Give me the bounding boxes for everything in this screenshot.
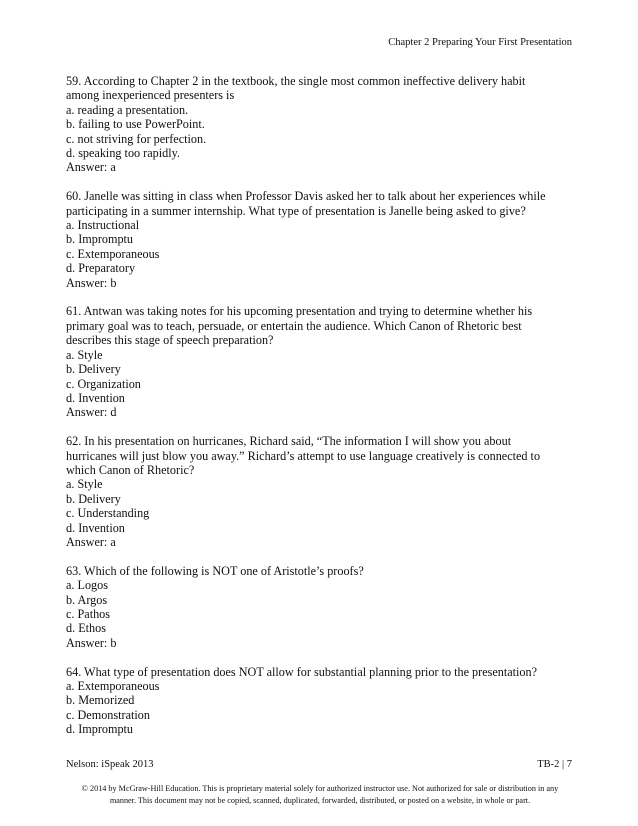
option-a: a. Style bbox=[66, 347, 103, 362]
answer-line: Answer: d bbox=[66, 405, 117, 420]
option-a: a. Style bbox=[66, 477, 103, 492]
option-d: d. Impromptu bbox=[66, 722, 134, 737]
option-d: d. Invention bbox=[66, 390, 125, 405]
answer-line: Answer: a bbox=[66, 160, 116, 175]
copyright-notice bbox=[70, 783, 570, 806]
question-stem-line: 61. Antwan was taking notes for his upcoming presentation and trying to determine whether his bbox=[66, 304, 533, 319]
question-stem-line: 59. According to Chapter 2 in the textbook, the single most common ineffective delivery habit bbox=[66, 74, 526, 88]
copyright-line: manner. This document may not be copied, scanned, duplicated, forwarded, distributed, or posted on a website, in whole or part. bbox=[109, 795, 531, 805]
option-b: b. Argos bbox=[66, 592, 108, 607]
option-b: b. failing to use PowerPoint. bbox=[66, 117, 205, 132]
option-a: a. reading a presentation. bbox=[66, 102, 189, 117]
option-c: c. Understanding bbox=[66, 506, 150, 521]
question-64 bbox=[66, 665, 576, 737]
question-59 bbox=[66, 74, 576, 175]
question-60 bbox=[66, 189, 576, 290]
footer-book-title: Nelson: iSpeak 2013 bbox=[66, 759, 154, 770]
question-stem-line: 63. Which of the following is NOT one of Aristotle’s proofs? bbox=[66, 563, 364, 578]
option-d: d. speaking too rapidly. bbox=[66, 146, 180, 161]
option-c: c. Pathos bbox=[66, 606, 111, 621]
option-c: c. Demonstration bbox=[66, 707, 150, 722]
option-a: a. Logos bbox=[66, 578, 108, 593]
option-c: c. Extemporaneous bbox=[66, 246, 160, 261]
option-b: b. Impromptu bbox=[66, 232, 134, 247]
question-list bbox=[66, 74, 576, 737]
question-63 bbox=[66, 564, 576, 650]
option-a: a. Instructional bbox=[66, 218, 140, 233]
copyright-line: © 2014 by McGraw-Hill Education. This is proprietary material solely for authorized instructor use. Not authorized for sale or distribution in any bbox=[81, 784, 559, 793]
answer-line: Answer: a bbox=[66, 534, 116, 549]
question-stem-line: 64. What type of presentation does NOT allow for substantial planning prior to the presentation? bbox=[66, 664, 538, 679]
option-d: d. Invention bbox=[66, 520, 125, 535]
option-a: a. Extemporaneous bbox=[66, 678, 160, 693]
question-stem-line: 60. Janelle was sitting in class when Professor Davis asked her to talk about her experiences while bbox=[66, 189, 546, 204]
question-62 bbox=[66, 434, 576, 549]
option-d: d. Ethos bbox=[66, 621, 106, 636]
option-d: d. Preparatory bbox=[66, 261, 136, 276]
option-c: c. Organization bbox=[66, 376, 141, 391]
option-b: b. Memorized bbox=[66, 693, 135, 708]
answer-line: Answer: b bbox=[66, 635, 117, 650]
question-stem-line: describes this stage of speech preparation? bbox=[66, 333, 274, 348]
question-stem-line: hurricanes will just blow you away.” Richard’s attempt to use language creatively is connected to bbox=[66, 448, 541, 463]
question-stem-line: participating in a summer internship. What type of presentation is Janelle being asked to give? bbox=[66, 203, 526, 218]
question-stem-line: which Canon of Rhetoric? bbox=[66, 462, 195, 477]
running-header: Chapter 2 Preparing Your First Presentation bbox=[388, 37, 572, 48]
option-b: b. Delivery bbox=[66, 491, 121, 506]
option-b: b. Delivery bbox=[66, 362, 121, 377]
answer-line: Answer: b bbox=[66, 275, 117, 290]
question-stem-line: among inexperienced presenters is bbox=[66, 88, 235, 103]
question-stem-line: primary goal was to teach, persuade, or entertain the audience. Which Canon of Rhetoric best bbox=[66, 318, 522, 333]
footer-page-number: TB-2 | 7 bbox=[537, 759, 572, 770]
question-stem-line: 62. In his presentation on hurricanes, Richard said, “The information I will show you about bbox=[66, 434, 512, 449]
question-61 bbox=[66, 304, 576, 419]
option-c: c. not striving for perfection. bbox=[66, 131, 207, 146]
